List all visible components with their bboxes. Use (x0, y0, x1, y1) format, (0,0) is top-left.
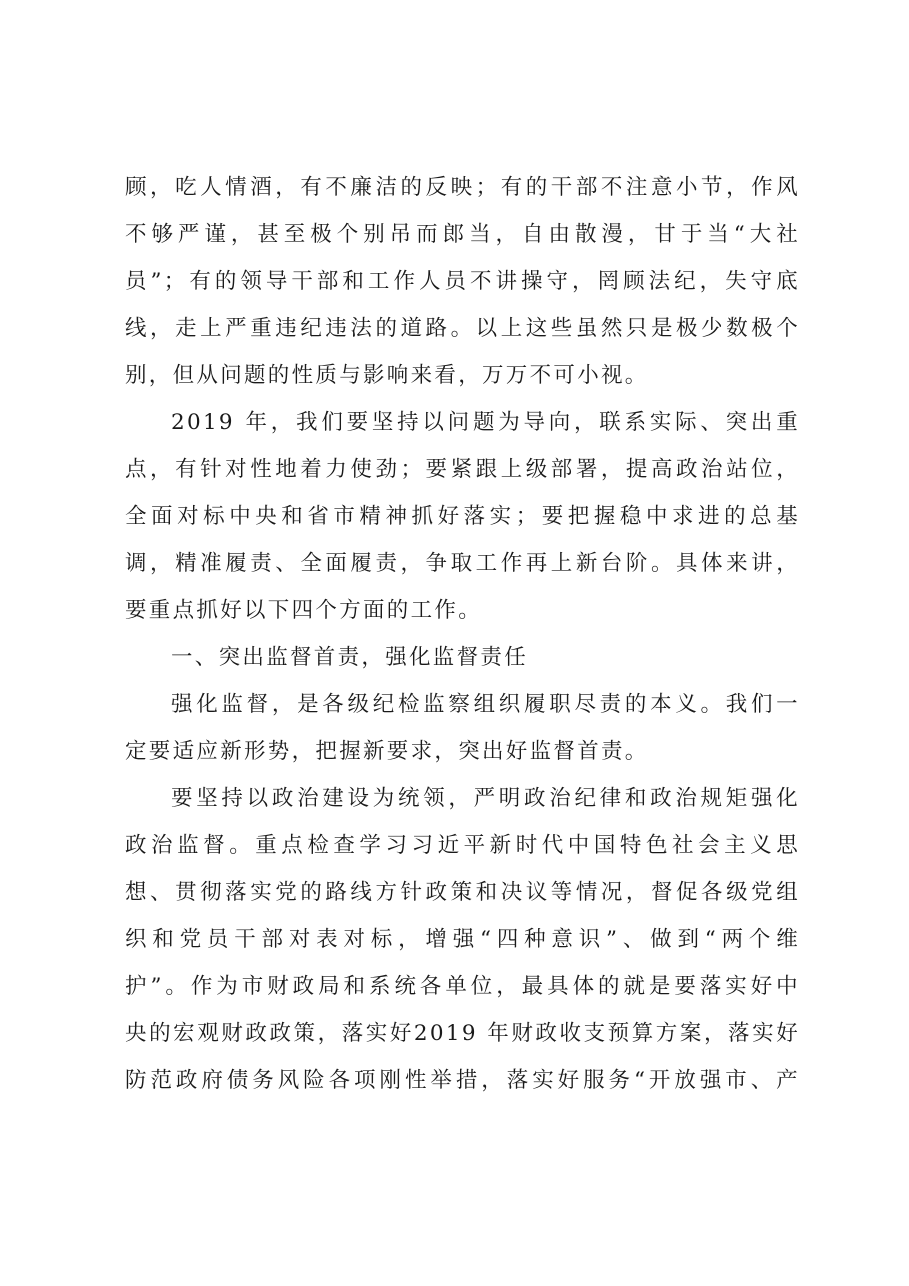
document-body (125, 164, 800, 1104)
text-line: 顾，吃人情酒，有不廉洁的反映；有的干部不注意小节，作风 (125, 175, 800, 200)
text-line: 定要适应新形势，把握新要求，突出好监督首责。 (125, 739, 649, 764)
text-line: 点，有针对性地着力使劲；要紧跟上级部署，提高政治站位， (125, 457, 800, 482)
text-line: 员”；有的领导干部和工作人员不讲操守，罔顾法纪，失守底 (125, 269, 800, 294)
text-line: 线，走上严重违纪违法的道路。以上这些虽然只是极少数极个 (125, 316, 800, 341)
text-line: 央的宏观财政政策，落实好2019 年财政收支预算方案，落实好 (125, 1021, 800, 1046)
text-line: 要坚持以政治建设为统领，严明政治纪律和政治规矩强化 (171, 786, 800, 811)
text-line: 要重点抓好以下四个方面的工作。 (125, 598, 483, 623)
section-heading: 一、突出监督首责，强化监督责任 (171, 645, 529, 670)
text-line: 不够严谨，甚至极个别吊而郎当，自由散漫，甘于当“大社 (125, 222, 800, 247)
text-line: 2019 年，我们要坚持以问题为导向，联系实际、突出重 (171, 410, 800, 435)
text-line: 全面对标中央和省市精神抓好落实；要把握稳中求进的总基 (125, 504, 800, 529)
text-line: 想、贯彻落实党的路线方针政策和决议等情况，督促各级党组 (125, 880, 800, 905)
text-line: 强化监督，是各级纪检监察组织履职尽责的本义。我们一 (171, 692, 800, 717)
text-line: 调，精准履责、全面履责，争取工作再上新台阶。具体来讲， (125, 551, 800, 576)
text-line: 防范政府债务风险各项刚性举措，落实好服务“开放强市、产 (125, 1068, 800, 1093)
text-line: 护”。作为市财政局和系统各单位，最具体的就是要落实好中 (125, 974, 800, 999)
text-line: 政治监督。重点检查学习习近平新时代中国特色社会主义思 (125, 833, 800, 858)
text-line: 别，但从问题的性质与影响来看，万万不可小视。 (125, 363, 649, 388)
text-line: 织和党员干部对表对标，增强“四种意识”、做到“两个维 (125, 927, 800, 952)
